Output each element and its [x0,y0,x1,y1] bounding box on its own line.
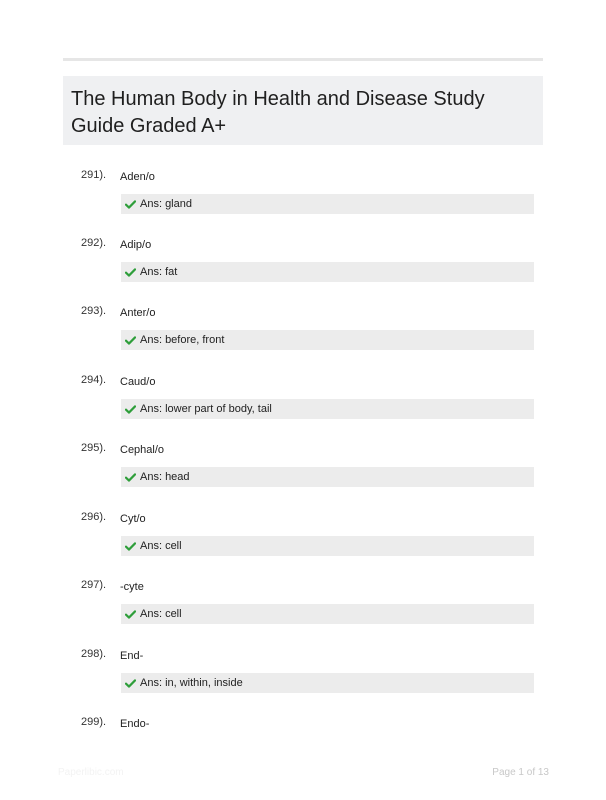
question-term: Anter/o [120,307,156,319]
question-term: Cephal/o [120,444,165,456]
question-item [0,374,606,434]
check-icon [125,405,136,414]
question-number: 297). [81,579,107,591]
check-icon [125,542,136,551]
answer-box [121,399,534,419]
question-term: Cyt/o [120,513,146,525]
check-icon [125,610,136,619]
answer-text: Ans: cell [140,608,182,620]
question-number: 291). [81,169,107,181]
answer-text: Ans: gland [140,198,192,210]
answer-box [121,262,534,282]
question-item [0,169,606,229]
top-divider [63,58,543,61]
title-banner [63,76,543,145]
question-item [0,579,606,639]
answer-text: Ans: cell [140,540,182,552]
question-item [0,237,606,297]
question-term: Endo- [120,718,150,730]
question-item [0,511,606,571]
answer-box [121,536,534,556]
question-term: -cyte [120,581,144,593]
question-number: 299). [81,716,107,728]
watermark-text: Paperlibic.com [58,767,124,778]
question-term: Caud/o [120,376,156,388]
question-item [0,442,606,502]
check-icon [125,336,136,345]
question-term: Aden/o [120,171,155,183]
answer-box [121,673,534,693]
question-number: 293). [81,305,107,317]
page-indicator: Page 1 of 13 [492,767,549,778]
question-item [0,305,606,365]
answer-box [121,194,534,214]
question-number: 298). [81,648,107,660]
question-number: 295). [81,442,107,454]
answer-text: Ans: fat [140,266,178,278]
question-term: End- [120,650,144,662]
answer-box [121,467,534,487]
answer-text: Ans: in, within, inside [140,677,243,689]
question-number: 296). [81,511,107,523]
question-number: 294). [81,374,107,386]
answer-box [121,330,534,350]
check-icon [125,679,136,688]
answer-text: Ans: lower part of body, tail [140,403,272,415]
answer-text: Ans: before, front [140,334,225,346]
answer-text: Ans: head [140,471,190,483]
question-number: 292). [81,237,107,249]
check-icon [125,268,136,277]
question-term: Adip/o [120,239,152,251]
check-icon [125,200,136,209]
document-title: The Human Body in Health and Disease Study Guide Graded A+ [71,88,485,137]
answer-box [121,604,534,624]
check-icon [125,473,136,482]
question-item [0,648,606,708]
